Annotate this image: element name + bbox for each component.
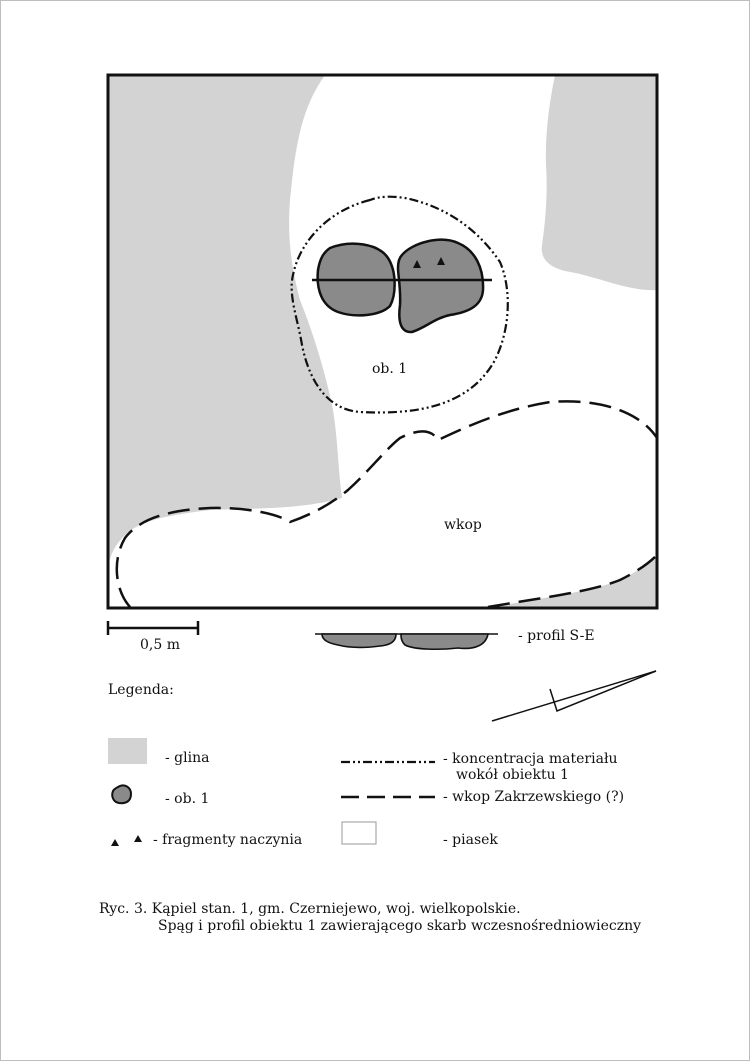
legend-fragment-marker [134, 835, 142, 842]
profile-label: - profil S-E [518, 628, 595, 644]
legend-title: Legenda: [108, 682, 174, 698]
legend-fragment-marker [111, 839, 119, 846]
legend-object-swatch [112, 785, 131, 803]
orientation-arrow [492, 671, 656, 721]
legend-fragments-label: - fragmenty naczynia [153, 832, 303, 848]
object-label: ob. 1 [372, 361, 408, 377]
feature-1-right-lobe [398, 240, 483, 332]
legend-object-label: - ob. 1 [165, 791, 210, 807]
clay-area-left [108, 75, 342, 575]
legend-sand-label: - piasek [443, 832, 498, 848]
clay-area-bottom-right [488, 555, 657, 608]
figure-caption-line-2: Spąg i profil obiektu 1 zawierającego skarb wczesnośredniowieczny [158, 918, 642, 934]
legend-sand-swatch [342, 822, 376, 844]
scale-label: 0,5 m [140, 637, 180, 653]
legend-clay-label: - glina [165, 750, 210, 766]
scale-bar [108, 621, 198, 635]
legend-trench-label: - wkop Zakrzewskiego (?) [443, 789, 625, 805]
profile-se [315, 634, 498, 649]
legend-concentration-label: - koncentracja materiału [443, 751, 618, 767]
clay-area-right [542, 75, 657, 290]
figure-caption-line-1: Ryc. 3. Kąpiel stan. 1, gm. Czerniejewo, woj. wielkopolskie. [99, 901, 521, 917]
legend-clay-swatch [108, 738, 147, 764]
trench-label: wkop [444, 517, 482, 533]
legend-concentration-label-2: wokół obiektu 1 [456, 767, 569, 783]
